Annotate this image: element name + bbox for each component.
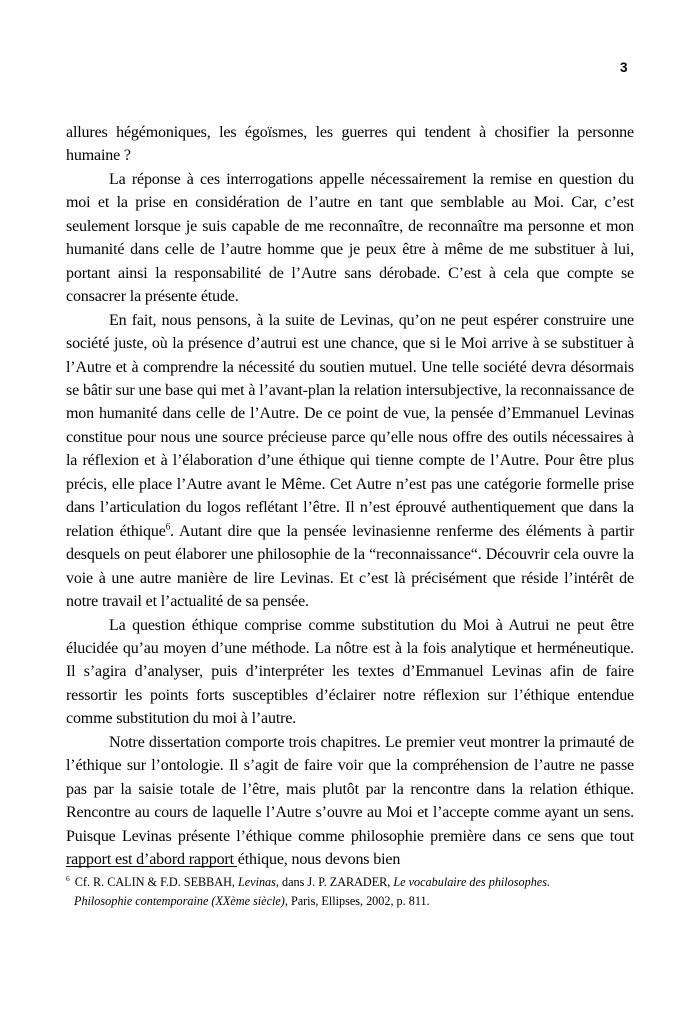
paragraph-3 bbox=[66, 309, 634, 614]
footnote-text-2: , dans J. P. ZARADER, bbox=[275, 875, 394, 889]
paragraph-2: La réponse à ces interrogations appelle nécessairement la remise en question du moi et la prise en considération de l’autre en tant que semblable au Moi. Car, c’est seulement lorsque je suis capable de me reconnaître, de reconnaître ma personne et mon humanité dans celle de l’autre homme que je peux être à même de me substituer à lui, portant ainsi la responsabilité de l’Autre sans dérobade. C’est à cela que compte se consacrer la présente étude. bbox=[66, 170, 634, 306]
paragraph-5: Notre dissertation comporte trois chapitres. Le premier veut montrer la primauté de l’éthique sur l’ontologie. Il s’agit de faire voir que la compréhension de l’autre ne passe pas par la saisie totale de l’être, mais plutôt par la rencontre dans la relation éthique. Rencontre au cours de laquelle l’Autre s’ouvre au Moi et l’accepte comme ayant un sens. Puisque Levinas présente l’éthique comme philosophie première dans ce sens que tout rapport est d’abord rapport éthique, nous devons bien bbox=[66, 733, 634, 869]
footnote-separator bbox=[66, 866, 237, 867]
footnote-title-levinas: Levinas bbox=[237, 875, 276, 889]
footnote-6 bbox=[66, 873, 634, 910]
footnote-reference[interactable]: 6 bbox=[165, 521, 171, 532]
body-text bbox=[66, 121, 634, 872]
paragraph-4: La question éthique comprise comme substitution du Moi à Autrui ne peut être élucidée qu’au moyen d’une méthode. La nôtre est à la fois analytique et herméneutique. Il s’agira d’analyser, puis d’interpréter les textes d’Emmanuel Levinas afin de faire ressortir les points forts susceptibles d’éclairer notre réflexion sur l’éthique entendue comme substitution du moi à l’autre. bbox=[66, 616, 634, 728]
footnote-text-1: Cf. R. CALIN & F.D. SEBBAH, bbox=[74, 875, 238, 889]
paragraph-3-before-note: En fait, nous pensons, à la suite de Levinas, qu’on ne peut espérer construire une société juste, où la présence d’autrui est une chance, que si le Moi arrive à se substituer à l’Autre et à comprendre la nécessité du soutien mutuel. Une telle société devra désormais se bâtir sur une base qui met à l’avant-plan la relation intersubjective, la reconnaissance de mon humanité dans celle de l’Autre. De ce point de vue, la pensée d’Emmanuel Levinas constitue pour nous une source précieuse parce qu’elle nous offre des outils nécessaires à la réflexion et à l’élaboration d’une éthique qui tienne compte de l’Autre. Pour être plus précis, elle place l’Autre avant le Même. Cet Autre n’est pas une catégorie formelle prise dans l’articulation du logos reflétant l’être. Il n’est éprouvé authentiquement que dans la relation éthique bbox=[66, 311, 634, 540]
footnote-line-2 bbox=[66, 892, 634, 911]
paragraph-3-after-note: . Autant dire que la pensée levinasienne renferme des éléments à partir desquels on peut élaborer une philosophie de la “reconnaissance“. Découvrir cela ouvre la voie à une autre manière de lire Levinas. Et c’est là précisément que réside l’intérêt de notre travail et l’actualité de sa pensée. bbox=[66, 522, 635, 611]
footnote-mark: 6 bbox=[66, 873, 70, 883]
footnote-title-vocabulaire: Le vocabulaire des philosophes. bbox=[393, 875, 551, 889]
page-number: 3 bbox=[620, 60, 628, 75]
footnote-publisher: , Paris, Ellipses, 2002, p. 811. bbox=[284, 893, 430, 908]
paragraph-1: allures hégémoniques, les égoïsmes, les guerres qui tendent à chosifier la personne humaine ? bbox=[66, 124, 634, 165]
footnote-subtitle: Philosophie contemporaine (XXème siècle) bbox=[74, 893, 285, 908]
